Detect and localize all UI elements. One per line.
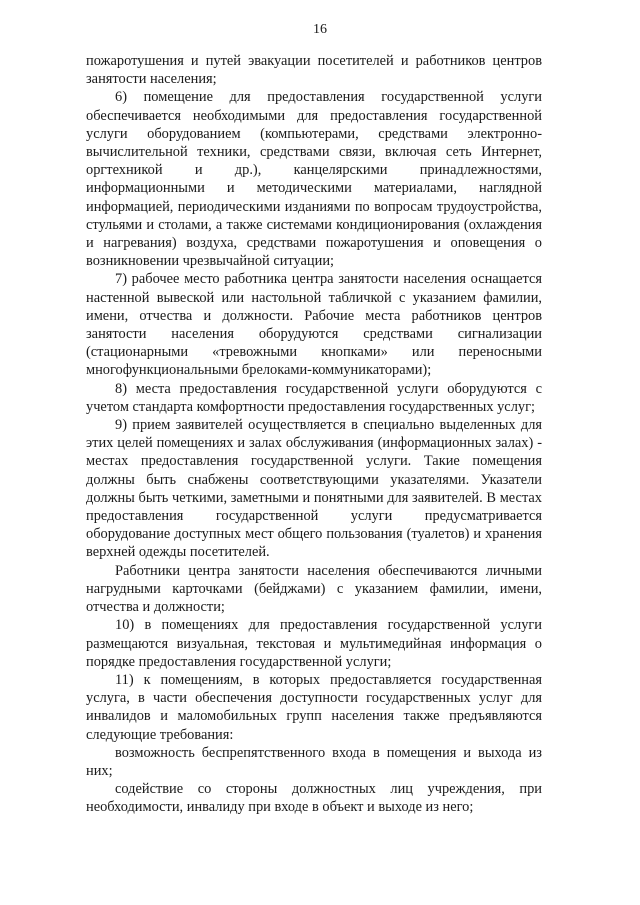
paragraph-item-8: 8) места предоставления государственной услуги оборудуются с учетом стандарта комфортности предоставления государственных услуг; [86,380,542,415]
paragraph-badges: Работники центра занятости населения обеспечиваются личными нагрудными карточками (бейджами) с указанием фамилии, имени, отчества и должности; [86,562,542,616]
paragraph-requirement-entry: возможность беспрепятственного входа в помещения и выхода из них; [86,744,542,779]
paragraph-requirement-assistance: содействие со стороны должностных лиц учреждения, при необходимости, инвалиду при входе в объект и выходе из него; [86,781,542,816]
paragraph-item-6: 6) помещение для предоставления государственной услуги обеспечивается необходимыми для предоставления государственной услуги оборудованием (компьютерами, средствами электронно-вычислительной техники, средствами связи, включая сеть Интернет, оргтехникой и др.), канцелярскими принадлежностями, информационными и методическими материалами, наглядной информацией, периодическими изданиями по вопросам трудоустройства, стульями и столами, а также системами кондиционирования (охлаждения и нагревания) воздуха, средствами пожаротушения и оповещения о возникновении чрезвычайной ситуации; [86,89,542,270]
paragraph-item-11: 11) к помещениям, в которых предоставляется государственная услуга, в части обеспечения доступности государственных услуг для инвалидов и маломобильных групп населения также предъявляются следующие требования: [86,671,542,743]
page-number: 16 [313,22,327,37]
paragraph-item-9: 9) прием заявителей осуществляется в специально выделенных для этих целей помещениях и залах обслуживания (информационных залах) - местах предоставления государственной услуги. Такие помещения должны быть снабжены соответствующими указателями. Указатели должны быть четкими, заметными и понятными для заявителей. В местах предоставления государственной услуги предусматривается оборудование доступных мест общего пользования (туалетов) и хранения верхней одежды посетителей. [86,417,542,561]
paragraph-item-10: 10) в помещениях для предоставления государственной услуги размещаются визуальная, текстовая и мультимедийная информация о порядке предоставления государственной услуги; [86,617,542,670]
paragraph-continuation: пожаротушения и путей эвакуации посетителей и работников центров занятости населения; [86,53,542,88]
document-body [86,52,542,817]
paragraph-item-7: 7) рабочее место работника центра занятости населения оснащается настенной вывеской или настольной табличкой с указанием фамилии, имени, отчества и должности. Рабочие места работников центров занятости населения оборудуются средствами сигнализации (стационарными «тревожными кнопками» или переносными многофункциональными брелоками-коммуникаторами); [86,271,542,379]
